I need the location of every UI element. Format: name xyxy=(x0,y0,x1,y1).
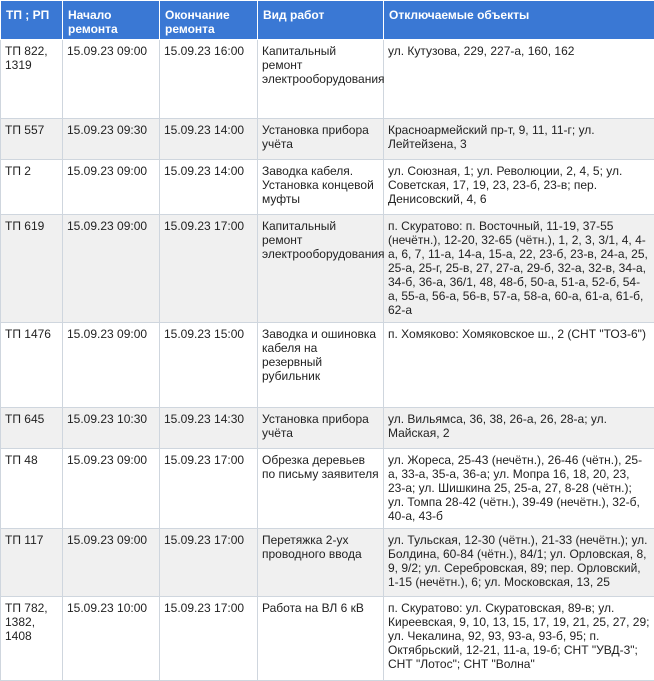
table-row xyxy=(1,449,654,529)
header-row xyxy=(1,1,654,40)
cell-work: Обрезка деревьев по письму заявителя xyxy=(258,449,384,529)
cell-start: 15.09.23 09:00 xyxy=(63,40,160,119)
table-row xyxy=(1,119,654,160)
cell-start: 15.09.23 09:00 xyxy=(63,323,160,408)
header-end: Окончание ремонта xyxy=(160,1,258,40)
cell-work: Работа на ВЛ 6 кВ xyxy=(258,597,384,681)
header-start: Начало ремонта xyxy=(63,1,160,40)
cell-work: Капитальный ремонт электрооборудования xyxy=(258,40,384,119)
cell-end: 15.09.23 14:00 xyxy=(160,160,258,215)
cell-tp: ТП 822, 1319 xyxy=(1,40,63,119)
cell-start: 15.09.23 10:00 xyxy=(63,597,160,681)
cell-tp: ТП 1476 xyxy=(1,323,63,408)
cell-end: 15.09.23 17:00 xyxy=(160,597,258,681)
cell-work: Установка прибора учёта xyxy=(258,408,384,449)
table-row xyxy=(1,597,654,681)
cell-objects: ул. Вильямса, 36, 38, 26-а, 26, 28-а; ул. Майская, 2 xyxy=(384,408,654,449)
cell-start: 15.09.23 09:00 xyxy=(63,160,160,215)
cell-end: 15.09.23 17:00 xyxy=(160,449,258,529)
cell-objects: п. Хомяково: Хомяковское ш., 2 (СНТ "ТОЗ-6") xyxy=(384,323,654,408)
cell-end: 15.09.23 16:00 xyxy=(160,40,258,119)
cell-tp: ТП 645 xyxy=(1,408,63,449)
table-row xyxy=(1,40,654,119)
cell-objects: ул. Союзная, 1; ул. Революции, 2, 4, 5; ул. Советская, 17, 19, 23, 23-б, 23-в; пер. Денисовский, 4, 6 xyxy=(384,160,654,215)
cell-start: 15.09.23 09:00 xyxy=(63,215,160,323)
cell-objects: ул. Тульская, 12-30 (чётн.), 21-33 (нечётн.); ул. Болдина, 60-84 (чётн.), 84/1; ул. Орловская, 8, 9, 9/2; ул. Серебровская, 89; пер. Орловский, 1-15 (нечётн.), 6; ул. Московская, 13, 25 xyxy=(384,529,654,597)
header-tp: ТП ; РП xyxy=(1,1,63,40)
cell-start: 15.09.23 10:30 xyxy=(63,408,160,449)
cell-tp: ТП 619 xyxy=(1,215,63,323)
table-row xyxy=(1,408,654,449)
table-row xyxy=(1,215,654,323)
cell-work: Заводка и ошиновка кабеля на резервный рубильник xyxy=(258,323,384,408)
header-work: Вид работ xyxy=(258,1,384,40)
cell-work: Установка прибора учёта xyxy=(258,119,384,160)
cell-end: 15.09.23 17:00 xyxy=(160,215,258,323)
cell-end: 15.09.23 15:00 xyxy=(160,323,258,408)
cell-work: Заводка кабеля. Установка концевой муфты xyxy=(258,160,384,215)
cell-objects: п. Скуратово: ул. Скуратовская, 89-в; ул. Киреевская, 9, 10, 13, 15, 17, 19, 21, 25, 27, 29; ул. Чекалина, 92, 93, 93-а, 93-б, 95; п. Октябрьский, 12-21, 11-а, 19-б; СНТ "УВД-3"; СНТ "Лотос"; СНТ "Волна" xyxy=(384,597,654,681)
cell-end: 15.09.23 14:30 xyxy=(160,408,258,449)
header-objects: Отключаемые объекты xyxy=(384,1,654,40)
cell-end: 15.09.23 17:00 xyxy=(160,529,258,597)
table-row xyxy=(1,323,654,408)
cell-tp: ТП 2 xyxy=(1,160,63,215)
table-row xyxy=(1,529,654,597)
cell-tp: ТП 117 xyxy=(1,529,63,597)
cell-tp: ТП 782, 1382, 1408 xyxy=(1,597,63,681)
cell-end: 15.09.23 14:00 xyxy=(160,119,258,160)
cell-start: 15.09.23 09:00 xyxy=(63,449,160,529)
table-row xyxy=(1,160,654,215)
cell-objects: ул. Жореса, 25-43 (нечётн.), 26-46 (чётн.), 25-а, 33-а, 35-а, 36-а; ул. Мопра 16, 18, 20, 23, 23-а; ул. Шишкина 25, 25-а, 27, 8-28 (чётн.); ул. Томпа 28-42 (чётн.), 39-49 (нечётн.), 32-б, 40-а, 43-б xyxy=(384,449,654,529)
cell-objects: ул. Кутузова, 229, 227-а, 160, 162 xyxy=(384,40,654,119)
cell-start: 15.09.23 09:30 xyxy=(63,119,160,160)
cell-start: 15.09.23 09:00 xyxy=(63,529,160,597)
cell-objects: Красноармейский пр-т, 9, 11, 11-г; ул. Лейтейзена, 3 xyxy=(384,119,654,160)
cell-work: Капитальный ремонт электрооборудования xyxy=(258,215,384,323)
cell-tp: ТП 48 xyxy=(1,449,63,529)
cell-tp: ТП 557 xyxy=(1,119,63,160)
cell-objects: п. Скуратово: п. Восточный, 11-19, 37-55 (нечётн.), 12-20, 32-65 (чётн.), 1, 2, 3, 3/1, 4, 4-а, 6, 7, 11-а, 14-а, 15-а, 22, 23-б, 23-в, 24-а, 25, 25-а, 25-г, 25-в, 27, 27-а, 29-б, 32-а, 32-в, 34-а, 34-б, 36-а, 36/1, 48, 48-б, 50-а, 51-а, 52-б, 54-а, 55-а, 56-а, 56-в, 57-а, 58-а, 60-а, 61-а, 61-б, 62-а xyxy=(384,215,654,323)
cell-work: Перетяжка 2-ух проводного ввода xyxy=(258,529,384,597)
